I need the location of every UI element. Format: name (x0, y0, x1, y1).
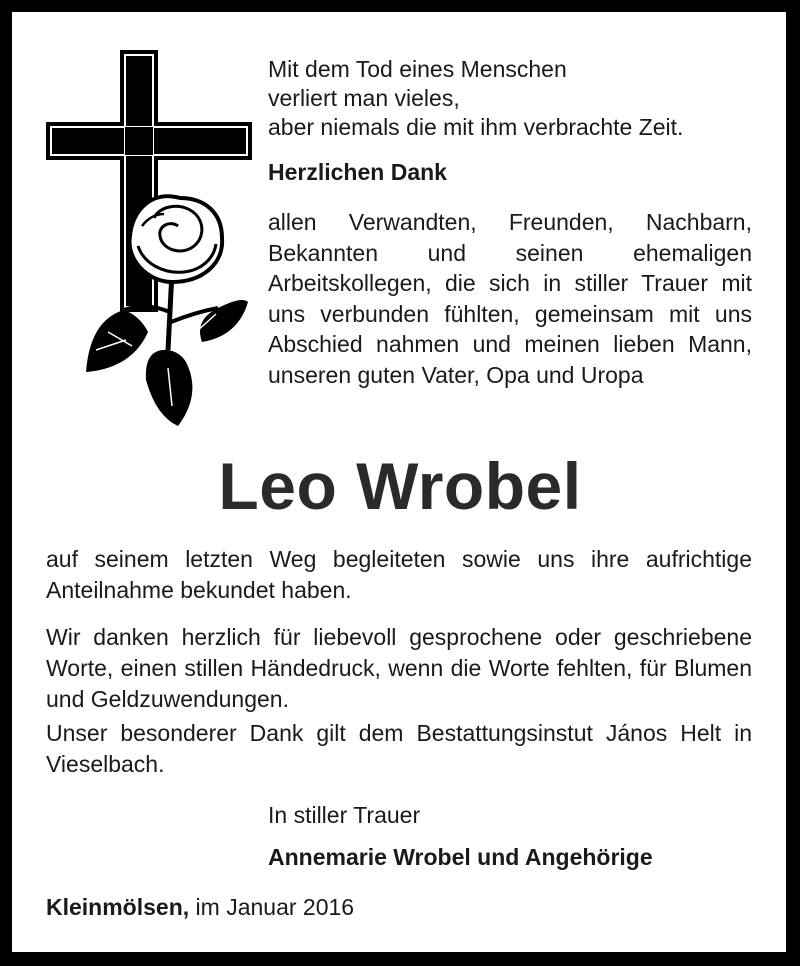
rose-icon (86, 196, 248, 426)
date: im Januar 2016 (195, 894, 355, 920)
paragraph-special: Unser besonderer Dank gilt dem Bestattungsinstut János Helt in Vieselbach. (46, 720, 752, 777)
signers: Annemarie Wrobel und Angehörige (268, 844, 653, 870)
place-date (46, 892, 354, 923)
motto-line-3: aber niemals die mit ihm verbrachte Zeit. (268, 114, 684, 140)
closing-phrase: In stiller Trauer (268, 802, 421, 828)
paragraph-thanks: Wir danken herzlich für liebevoll gesprochene oder geschriebene Worte, einen stillen Händedruck, wenn die Worte fehlten, für Blumen und Geldzuwendungen. (46, 624, 752, 712)
motto-line-1: Mit dem Tod eines Menschen (268, 56, 567, 82)
deceased-name: Leo Wrobel (218, 449, 582, 523)
thanks-heading: Herzlichen Dank (268, 159, 447, 185)
cross-rose-emblem (46, 50, 252, 426)
paragraph-after-name: auf seinem letzten Weg begleiteten sowie uns ihre aufrichtige Anteilnahme bekundet haben. (46, 546, 752, 603)
thanks-intro: allen Verwandten, Freunden, Nachbarn, Bekannten und seinen ehemaligen Arbeitskollegen, die sich in stiller Trauer mit uns verbunden fühlten, gemeinsam mit uns Abschied nahmen und meinen lieben Mann, unseren guten Vater, Opa und Uropa (268, 209, 752, 388)
place: Kleinmölsen, (46, 894, 190, 920)
motto-line-2: verliert man vieles, (268, 85, 460, 111)
